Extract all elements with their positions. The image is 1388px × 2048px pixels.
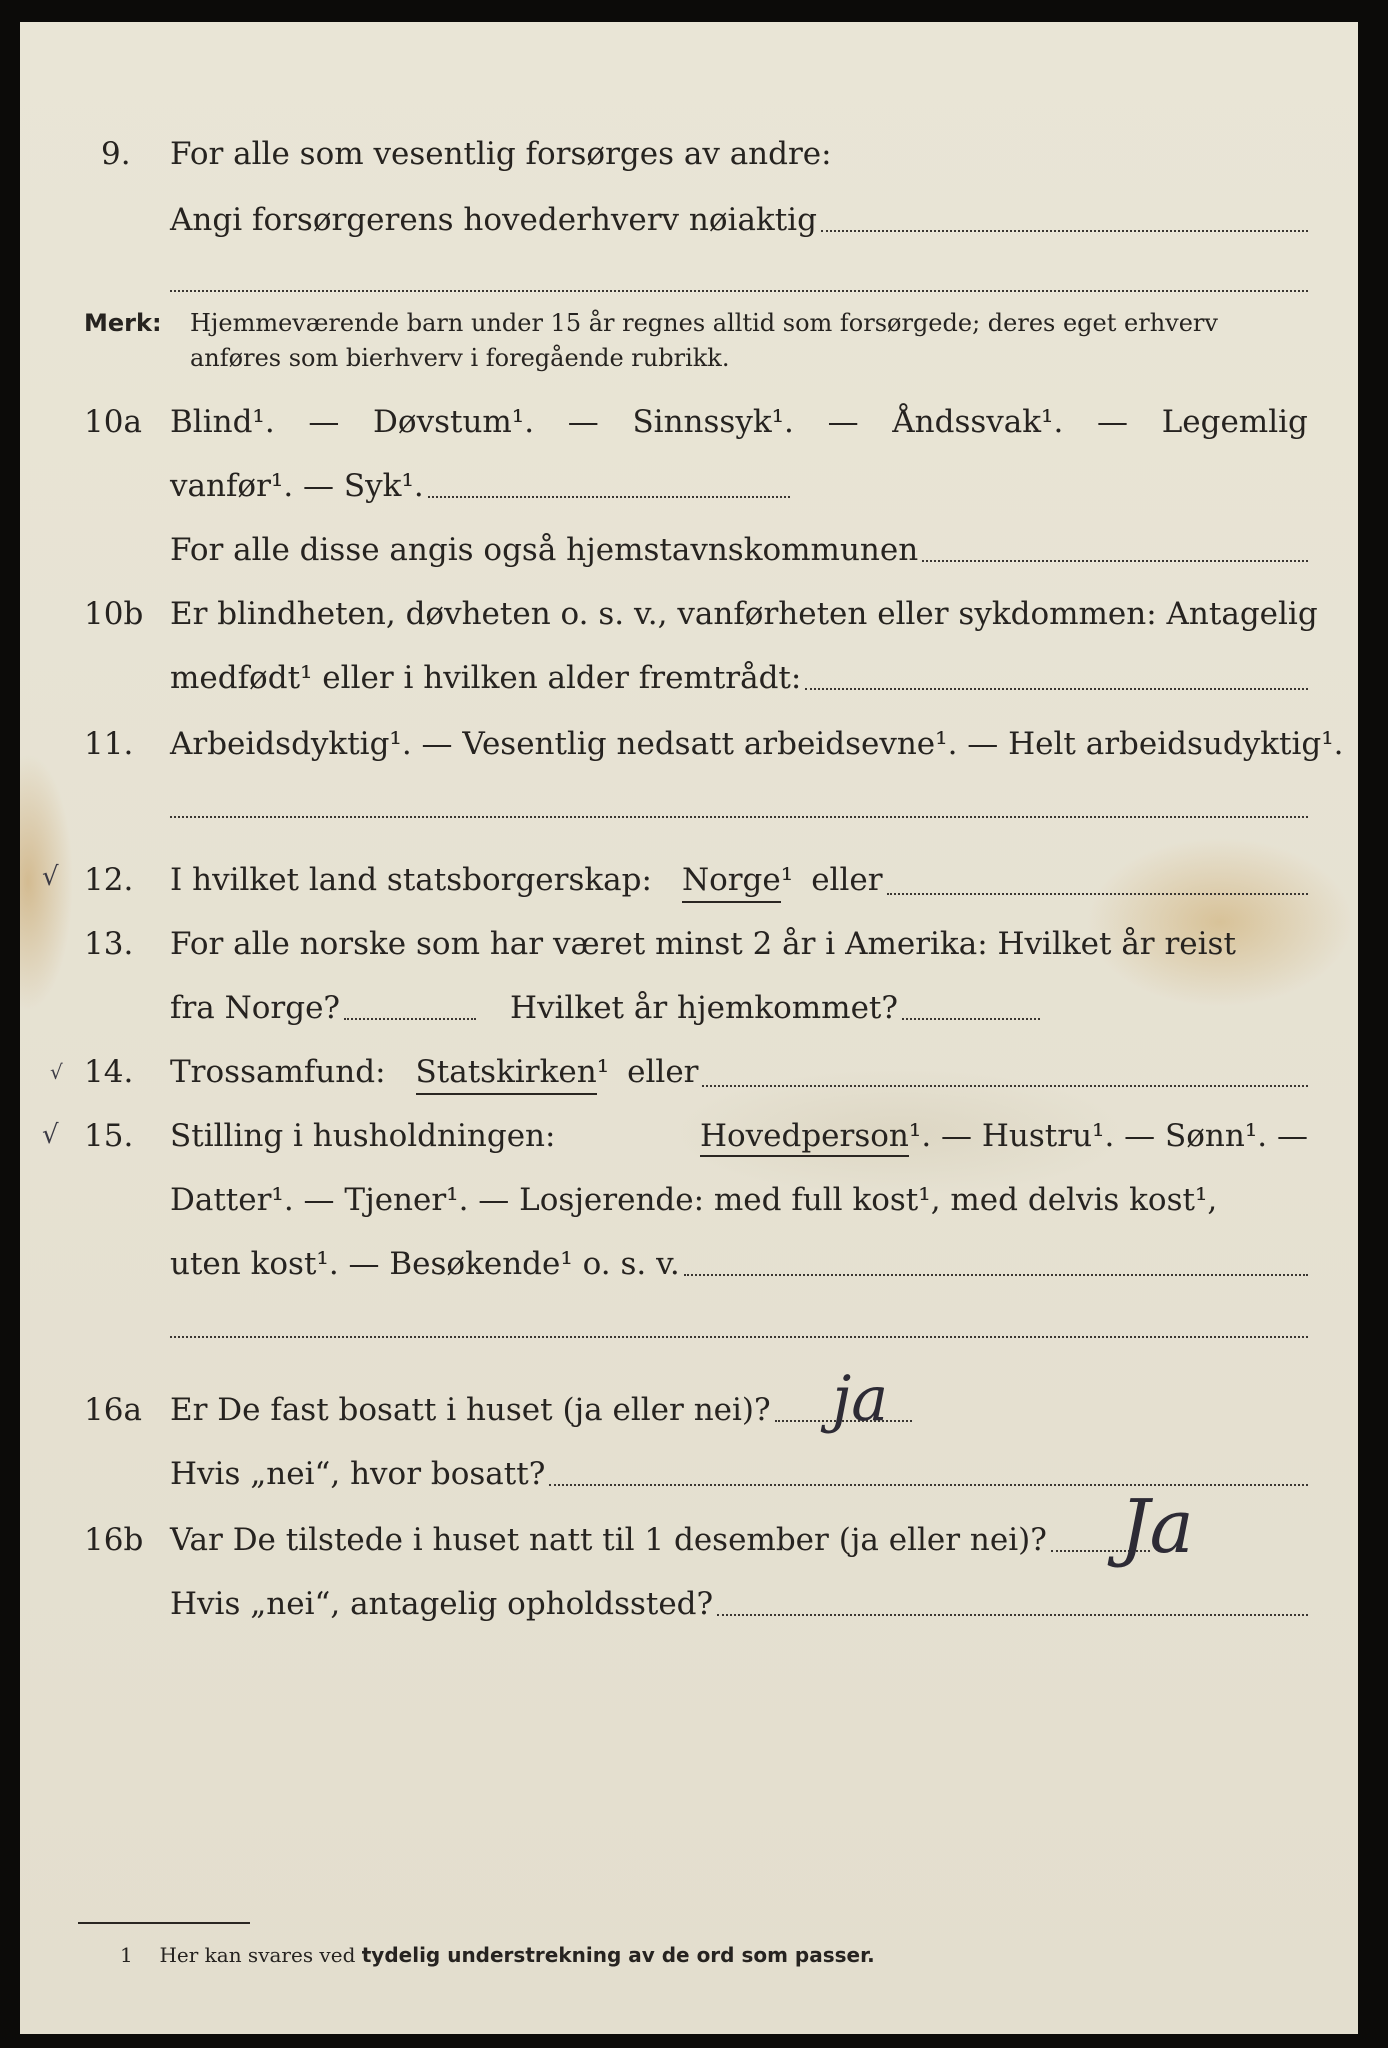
question-14-number: 14. xyxy=(84,1054,134,1090)
question-9-line-2 xyxy=(170,200,1308,240)
question-16a-residence-answer-line[interactable] xyxy=(549,1484,1308,1486)
question-14-suffix: eller xyxy=(627,1054,699,1090)
question-16b-line-2 xyxy=(170,1584,1308,1624)
question-10a-item: Legemlig xyxy=(1161,404,1308,440)
question-11-answer-line[interactable] xyxy=(170,816,1308,818)
question-12-suffix: eller xyxy=(811,862,883,898)
question-12-number: 12. xyxy=(84,862,134,898)
question-10a-line-2 xyxy=(170,466,790,506)
question-15-line-3 xyxy=(170,1244,1308,1284)
footnote-rule xyxy=(78,1922,250,1924)
question-12-check-mark-icon: √ xyxy=(42,862,59,892)
question-11-number: 11. xyxy=(84,726,134,762)
question-10a-item: — xyxy=(1097,404,1129,440)
question-16a-handwritten-answer: ja xyxy=(832,1362,889,1435)
question-16a-line-1-text: Er De fast bosatt i huset (ja eller nei)? xyxy=(170,1392,771,1428)
question-10a-item: Åndssvak¹. xyxy=(892,404,1064,440)
question-15-answer-line[interactable] xyxy=(684,1274,1308,1276)
question-9-answer-line[interactable] xyxy=(821,230,1308,232)
question-12-line xyxy=(170,860,1308,903)
question-10b-number: 10b xyxy=(84,596,144,632)
question-15-line-1-rest: ¹. — Hustru¹. — Sønn¹. — xyxy=(908,1118,1308,1154)
question-14-line xyxy=(170,1052,1308,1095)
question-14-sup: ¹ xyxy=(596,1054,610,1090)
question-10a-answer-line[interactable] xyxy=(428,496,790,498)
question-15-underlined-answer[interactable]: Hovedperson xyxy=(700,1118,909,1157)
question-16b-line-1-text: Var De tilstede i huset natt til 1 desember (ja eller nei)? xyxy=(170,1522,1047,1558)
question-15-check-mark-icon: √ xyxy=(42,1120,59,1150)
question-14-answer-line[interactable] xyxy=(702,1085,1308,1087)
note-merk xyxy=(84,306,162,340)
question-10a-item: — xyxy=(308,404,340,440)
question-10a-line-2-text: vanfør¹. — Syk¹. xyxy=(170,468,424,504)
question-10a-line-1 xyxy=(170,402,1308,442)
census-form-sheet xyxy=(20,22,1358,2034)
question-10a-number: 10a xyxy=(84,404,142,440)
question-9-line-2-text: Angi forsørgerens hovederhverv nøiaktig xyxy=(170,202,817,238)
question-10a-item: Døvstum¹. xyxy=(373,404,535,440)
question-10b-line-2 xyxy=(170,658,1308,698)
question-10a-item: — xyxy=(567,404,599,440)
question-10b-answer-line[interactable] xyxy=(805,688,1308,690)
note-merk-label: Merk: xyxy=(84,309,162,337)
question-14-check-mark-icon: √ xyxy=(50,1060,63,1084)
question-10a-item: Sinnssyk¹. xyxy=(632,404,794,440)
question-10a-item: Blind¹. xyxy=(170,404,275,440)
question-10a-line-3 xyxy=(170,530,1308,570)
question-14-prefix: Trossamfund: xyxy=(170,1054,386,1090)
question-15-line-3-text: uten kost¹. — Besøkende¹ o. s. v. xyxy=(170,1246,680,1282)
question-15-line-1 xyxy=(170,1116,1308,1156)
question-13-line-1: For alle norske som har været minst 2 år i Amerika: Hvilket år reist xyxy=(170,926,1236,962)
question-16b-line-2-text: Hvis „nei“, antagelig opholdssted? xyxy=(170,1586,714,1622)
footnote xyxy=(120,1942,875,1968)
question-12-sup: ¹ xyxy=(780,862,794,898)
question-16a-line-1 xyxy=(170,1390,912,1430)
question-9-number: 9. xyxy=(101,136,131,172)
question-15-prefix: Stilling i husholdningen: xyxy=(170,1118,556,1154)
question-9-line-1: For alle som vesentlig forsørges av andre: xyxy=(170,136,832,172)
question-10a-item: — xyxy=(827,404,859,440)
question-13-line-2 xyxy=(170,988,1040,1028)
question-15-extra-answer-line[interactable] xyxy=(170,1336,1308,1338)
question-16b-handwritten-answer: Ja xyxy=(1120,1484,1194,1570)
question-13-line-2a: fra Norge? xyxy=(170,990,341,1026)
question-16a-number: 16a xyxy=(84,1392,142,1428)
question-13-line-2b: Hvilket år hjemkommet? xyxy=(510,990,899,1026)
question-15-line-2: Datter¹. — Tjener¹. — Losjerende: med full kost¹, med delvis kost¹, xyxy=(170,1182,1218,1218)
note-merk-line-2: anføres som bierhverv i foregående rubrikk. xyxy=(190,344,730,372)
question-10b-line-2-text: medfødt¹ eller i hvilken alder fremtrådt: xyxy=(170,660,802,696)
question-16b-line-1 xyxy=(170,1520,1150,1560)
question-15-number: 15. xyxy=(84,1118,134,1154)
question-12-prefix: I hvilket land statsborgerskap: xyxy=(170,862,652,898)
footnote-text: Her kan svares ved xyxy=(159,1943,356,1967)
question-13-return-answer-line[interactable] xyxy=(902,1018,1040,1020)
question-13-number: 13. xyxy=(84,926,134,962)
question-16a-line-2-text: Hvis „nei“, hvor bosatt? xyxy=(170,1456,546,1492)
question-13-departure-answer-line[interactable] xyxy=(344,1018,476,1020)
question-9-extra-answer-line[interactable] xyxy=(170,290,1308,292)
question-16b-whereabouts-answer-line[interactable] xyxy=(717,1614,1308,1616)
question-10b-line-1: Er blindheten, døvheten o. s. v., vanførheten eller sykdommen: Antagelig xyxy=(170,596,1318,632)
question-11-line-1: Arbeidsdyktig¹. — Vesentlig nedsatt arbeidsevne¹. — Helt arbeidsudyktig¹. xyxy=(170,726,1344,762)
footnote-bold-text: tydelig understrekning av de ord som passer. xyxy=(361,1943,875,1967)
question-16b-number: 16b xyxy=(84,1522,144,1558)
question-12-answer-line[interactable] xyxy=(887,893,1308,895)
question-12-underlined-answer[interactable]: Norge xyxy=(682,860,781,903)
note-merk-line-1: Hjemmeværende barn under 15 år regnes alltid som forsørgede; deres eget erhverv xyxy=(190,309,1218,337)
question-10a-line-3-text: For alle disse angis også hjemstavnskommunen xyxy=(170,532,919,568)
footnote-mark: 1 xyxy=(120,1943,133,1967)
question-14-underlined-answer[interactable]: Statskirken xyxy=(416,1052,597,1095)
question-10a-hometown-answer-line[interactable] xyxy=(922,560,1308,562)
